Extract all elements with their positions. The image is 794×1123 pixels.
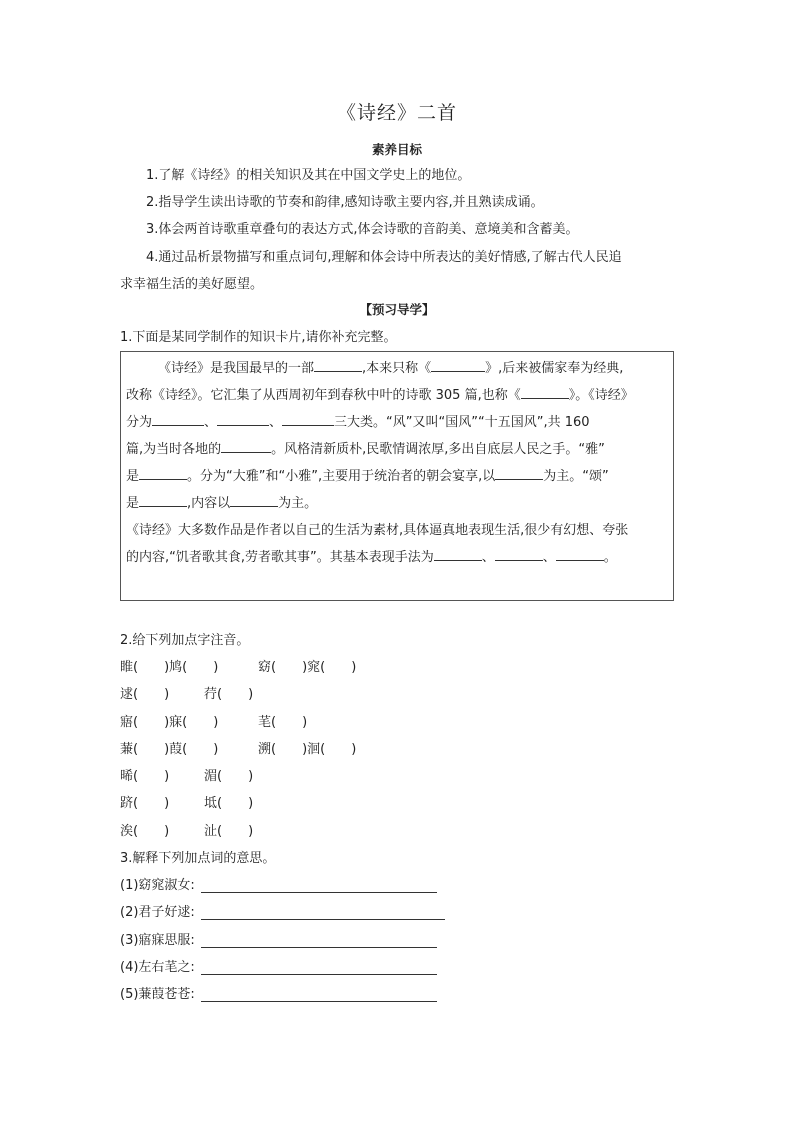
question-1: 1.下面是某同学制作的知识卡片,请你补充完整。 <box>120 330 397 345</box>
answer-blank[interactable] <box>152 413 204 426</box>
pinyin-item[interactable]: 沚( ) <box>204 824 254 839</box>
pinyin-row <box>120 711 307 730</box>
pinyin-item[interactable]: 逑( ) <box>120 687 170 702</box>
answer-blank[interactable] <box>139 467 187 480</box>
answer-blank[interactable] <box>495 467 543 480</box>
answer-blank[interactable] <box>314 359 362 372</box>
goal-item: 2.指导学生读出诗歌的节奏和韵律,感知诗歌主要内容,并且熟读成诵。 <box>146 195 544 210</box>
pinyin-row <box>120 820 253 839</box>
explain-label: (4)左右芼之: <box>120 960 195 975</box>
explain-item <box>120 929 437 948</box>
answer-blank[interactable] <box>431 359 485 372</box>
pinyin-row <box>120 792 253 811</box>
pinyin-item[interactable]: 窈( )窕( ) <box>258 660 357 675</box>
goal-item: 求幸福生活的美好愿望。 <box>120 277 264 292</box>
pinyin-item[interactable]: 坻( ) <box>204 796 254 811</box>
question-2: 2.给下列加点字注音。 <box>120 633 250 648</box>
pinyin-item[interactable]: 晞( ) <box>120 769 170 784</box>
pinyin-item[interactable]: 睢( )鸠( ) <box>120 660 219 675</box>
explain-item <box>120 983 437 1002</box>
answer-blank[interactable] <box>282 413 334 426</box>
answer-blank[interactable] <box>521 386 569 399</box>
card-line-7: 《诗经》大多数作品是作者以自己的生活为素材,具体逼真地表现生活,很少有幻想、夸张 <box>126 523 629 538</box>
answer-line[interactable] <box>201 878 437 893</box>
pinyin-row <box>120 683 253 702</box>
answer-blank[interactable] <box>434 548 482 561</box>
answer-blank[interactable] <box>556 548 604 561</box>
card-line-5: 是 。分为“大雅”和“小雅”,主要用于统治者的朝会宴享,以 为主。“颂” <box>126 469 609 484</box>
goal-item: 4.通过品析景物描写和重点词句,理解和体会诗中所表达的美好情感,了解古代人民追 <box>146 250 622 265</box>
pinyin-item[interactable]: 荇( ) <box>204 687 254 702</box>
preview-heading: 【预习导学】 <box>359 302 435 317</box>
pinyin-item[interactable]: 蒹( )葭( ) <box>120 742 219 757</box>
answer-blank[interactable] <box>495 548 543 561</box>
answer-line[interactable] <box>201 905 445 920</box>
pinyin-row <box>120 765 253 784</box>
question-3: 3.解释下列加点词的意思。 <box>120 851 276 866</box>
explain-item <box>120 874 437 893</box>
goals-heading: 素养目标 <box>371 142 422 157</box>
explain-label: (3)寤寐思服: <box>120 933 195 948</box>
card-line-3: 分为 、 、 三大类。“风”又叫“国风”“十五国风”,共 160 <box>126 415 590 430</box>
explain-label: (2)君子好逑: <box>120 905 195 920</box>
card-line-6: 是 ,内容以 为主。 <box>126 496 318 511</box>
explain-item <box>120 901 445 920</box>
card-line-8: 的内容,“饥者歌其食,劳者歌其事”。其基本表现手法为 、 、 。 <box>126 550 617 565</box>
pinyin-item[interactable]: 芼( ) <box>258 715 308 730</box>
page-title: 《诗经》二首 <box>336 102 457 124</box>
goal-item: 3.体会两首诗歌重章叠句的表达方式,体会诗歌的音韵美、意境美和含蓄美。 <box>146 222 579 237</box>
pinyin-row <box>120 738 356 757</box>
explain-item <box>120 956 437 975</box>
answer-blank[interactable] <box>139 494 187 507</box>
pinyin-item[interactable]: 寤( )寐( ) <box>120 715 219 730</box>
answer-blank[interactable] <box>230 494 278 507</box>
answer-line[interactable] <box>201 987 437 1002</box>
pinyin-item[interactable]: 涘( ) <box>120 824 170 839</box>
pinyin-item[interactable]: 跻( ) <box>120 796 170 811</box>
card-line-4: 篇,为当时各地的 。风格清新质朴,民歌情调浓厚,多出自底层人民之手。“雅” <box>126 442 605 457</box>
answer-blank[interactable] <box>217 413 269 426</box>
answer-blank[interactable] <box>221 440 271 453</box>
answer-line[interactable] <box>201 933 437 948</box>
pinyin-row <box>120 656 356 675</box>
goal-item: 1.了解《诗经》的相关知识及其在中国文学史上的地位。 <box>146 168 471 183</box>
answer-line[interactable] <box>201 960 437 975</box>
pinyin-item[interactable]: 溯( )洄( ) <box>258 742 357 757</box>
pinyin-item[interactable]: 湄( ) <box>204 769 254 784</box>
explain-label: (1)窈窕淑女: <box>120 878 195 893</box>
explain-label: (5)蒹葭苍苍: <box>120 987 195 1002</box>
card-line-2: 改称《诗经》。它汇集了从西周初年到春秋中叶的诗歌 305 篇,也称《 》。《诗经》 <box>126 388 634 403</box>
card-line-1: 《诗经》是我国最早的一部 ,本来只称《 》,后来被儒家奉为经典, <box>158 361 624 376</box>
